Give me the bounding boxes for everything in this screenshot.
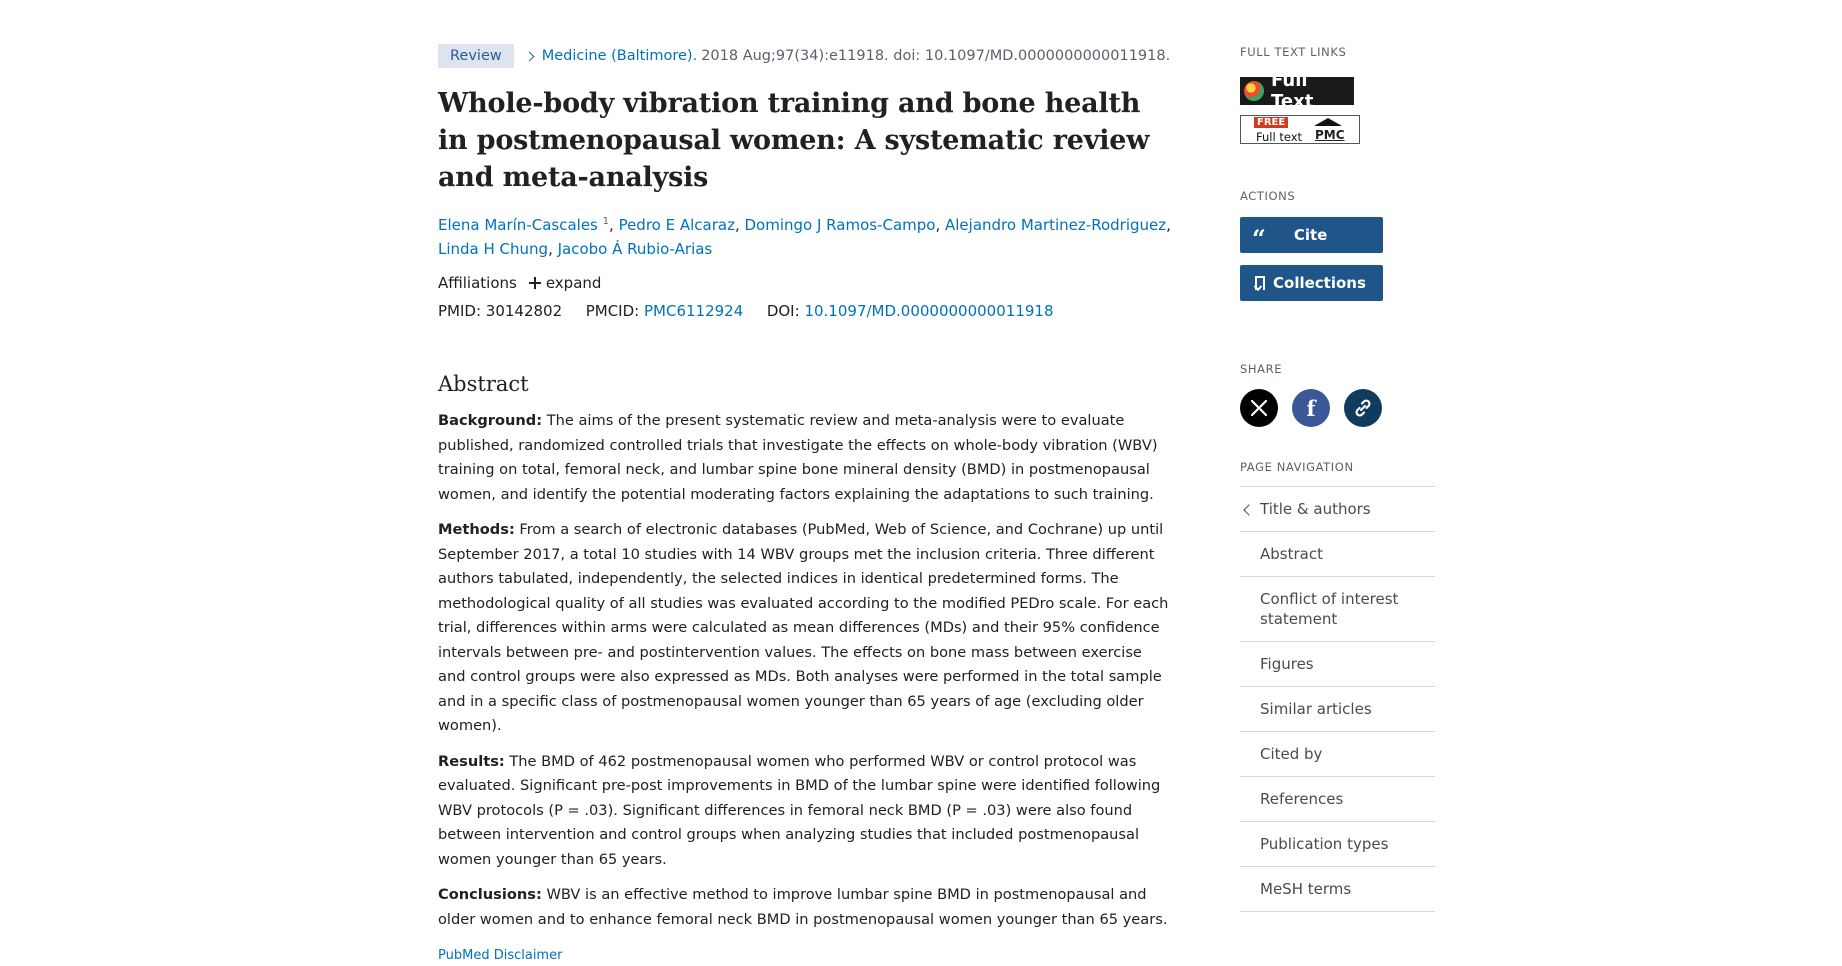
pmc-full-text-label: Full text xyxy=(1256,130,1303,144)
collections-label: Collections xyxy=(1273,274,1366,292)
full-text-logo-label: Full Text xyxy=(1271,70,1314,112)
section-text: The BMD of 462 postmenopausal women who performed WBV or control protocol was evaluated. Significant pre-post improvements in BMD of the lumbar spine were identified following WBV protocols (P = .03). Significant differences in femoral neck BMD (P = .03) were also found between intervention and control groups when analyzing studies that included postmenopausal women younger than 65 years. xyxy=(438,752,1161,868)
author-link[interactable]: Pedro E Alcaraz xyxy=(618,216,735,234)
citation-line xyxy=(438,44,1173,68)
actions-heading: ACTIONS xyxy=(1240,189,1296,203)
pmc-free-badge: FREE xyxy=(1254,117,1288,128)
section-label: Background: xyxy=(438,412,543,429)
cite-label: Cite xyxy=(1293,226,1328,244)
section-text: From a search of electronic databases (PubMed, Web of Science, and Cochrane) up until September 2017, a total 10 studies with 14 WBV groups met the inclusion criteria. Three different authors tabulated, independently, the selected indices in identical predetermined forms. The methodological quality of all studies was evaluated according to the modified PEDro scale. For each trial, differences within arms were calculated as mean differences (MDs) and their 95% confidence intervals between pre- and postintervention values. The effects on bone mass between exercise and control groups were also expressed as MDs. Both analyses were performed in the total sample and in a specific class of postmenopausal women younger than 65 years of age (excluding older women). xyxy=(438,521,1169,734)
article-main xyxy=(438,44,1173,966)
section-label: Methods: xyxy=(438,521,515,538)
journal-link[interactable]: Medicine (Baltimore). xyxy=(541,48,698,64)
author-link[interactable]: Linda H Chung xyxy=(438,240,549,258)
doi-link[interactable]: 10.1097/MD.0000000000011918 xyxy=(804,302,1054,320)
pmid-label: PMID: xyxy=(438,302,482,320)
affiliations-expand[interactable]: expand xyxy=(545,274,602,292)
pmc-full-text-link[interactable] xyxy=(1240,115,1360,144)
affiliations-label: Affiliations xyxy=(438,274,517,292)
review-badge: Review xyxy=(438,44,514,68)
author-link[interactable]: Domingo J Ramos-Campo xyxy=(744,216,936,234)
section-label: Conclusions: xyxy=(438,886,542,903)
abstract-conclusions xyxy=(438,883,1173,932)
abstract-heading: Abstract xyxy=(438,372,529,396)
full-text-links-heading: FULL TEXT LINKS xyxy=(1240,45,1347,59)
nav-item-title-authors[interactable]: Title & authors xyxy=(1240,487,1435,532)
nav-item-figures[interactable]: Figures xyxy=(1240,642,1435,687)
cite-button[interactable] xyxy=(1240,217,1383,253)
section-label: Results: xyxy=(438,752,505,770)
author-link[interactable]: Elena Marín-Cascales xyxy=(438,216,598,234)
pmid-value: 30142802 xyxy=(485,302,563,320)
doi-label: DOI: xyxy=(766,302,800,320)
sidebar xyxy=(1240,44,1435,912)
copy-link-icon[interactable] xyxy=(1344,389,1382,427)
page-navigation xyxy=(1240,486,1435,912)
abstract-background xyxy=(438,409,1173,507)
quote-icon: “ xyxy=(1252,224,1266,253)
share-heading: SHARE xyxy=(1240,362,1283,376)
author-link[interactable]: Jacobo Á Rubio-Arias xyxy=(557,240,713,258)
nav-item-cited-by[interactable]: Cited by xyxy=(1240,732,1435,777)
identifiers xyxy=(438,299,1173,323)
author-link[interactable]: Alejandro Martinez-Rodriguez xyxy=(945,216,1167,234)
authors-list: Elena Marín-Cascales $^1$, Pedro E Alcaraz, Domingo J Ramos-Campo, Alejandro Martinez-Rodriguez, Linda H Chung, Jacobo Á Rubio-Arias xyxy=(438,216,1171,258)
nav-item-abstract[interactable]: Abstract xyxy=(1240,532,1435,577)
affiliation-ref[interactable]: 1 xyxy=(602,216,610,227)
publisher-logo-icon xyxy=(1244,81,1264,101)
section-text: The aims of the present systematic review and meta-analysis were to evaluate published, randomized controlled trials that investigate the effects on whole-body vibration (WBV) training on total, femoral neck, and lumbar spine bone mineral density (BMD) in postmenopausal women, and identify the potential moderating factors explaining the adaptations to such training. xyxy=(438,412,1158,503)
disclaimer-row xyxy=(438,946,1173,966)
full-text-link[interactable] xyxy=(1240,70,1354,112)
section-text: WBV is an effective method to improve lumbar spine BMD in postmenopausal and older women and to enhance femoral neck BMD in postmenopausal women younger than 65 years. xyxy=(438,886,1168,928)
pmc-label: PMC xyxy=(1315,128,1345,142)
pmcid-label: PMCID: xyxy=(585,302,640,320)
nav-item-publication-types[interactable]: Publication types xyxy=(1240,822,1435,867)
bookmark-icon xyxy=(1255,276,1265,290)
pmcid-link[interactable]: PMC6112924 xyxy=(644,302,744,320)
x-share-icon[interactable] xyxy=(1240,389,1278,427)
collections-button[interactable] xyxy=(1240,265,1383,301)
chevron-right-icon xyxy=(524,51,534,61)
nav-item-similar-articles[interactable]: Similar articles xyxy=(1240,687,1435,732)
pubmed-disclaimer-link[interactable]: PubMed Disclaimer xyxy=(438,948,563,963)
abstract-results xyxy=(438,750,1173,873)
pmc-roof-icon xyxy=(1314,118,1342,126)
page-navigation-heading: PAGE NAVIGATION xyxy=(1240,460,1354,474)
nav-item-references[interactable]: References xyxy=(1240,777,1435,822)
plus-icon[interactable] xyxy=(529,277,541,289)
affiliations-row xyxy=(438,271,1173,295)
abstract-methods xyxy=(438,518,1173,739)
nav-item-conflict-of-interest[interactable]: Conflict of interest statement xyxy=(1240,577,1435,642)
article-title: Whole-body vibration training and bone health in postmenopausal women: A systematic review and meta-analysis xyxy=(438,88,1150,193)
share-buttons xyxy=(1240,389,1435,427)
facebook-share-icon[interactable]: f xyxy=(1292,389,1330,427)
citation-details: 2018 Aug;97(34):e11918. doi: 10.1097/MD.0000000000011918. xyxy=(701,48,1171,64)
nav-item-mesh-terms[interactable]: MeSH terms xyxy=(1240,867,1435,912)
